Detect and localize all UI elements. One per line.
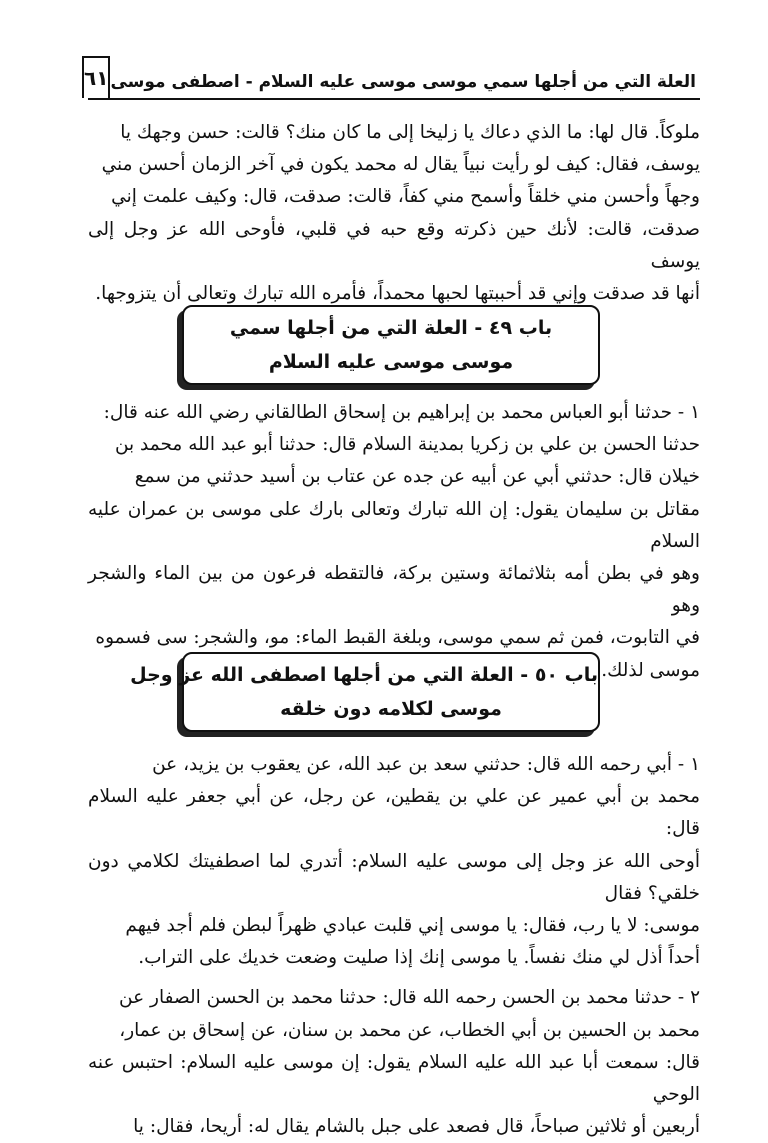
chapter-50-heading [130,652,600,732]
text-line: وهو في بطن أمه بثلاثمائة وستين بركة، فالتقطه فرعون من بين الماء والشجر وهو [88,563,700,617]
text-line: أربعين أو ثلاثين صباحاً، قال فصعد على جبل بالشام يقال له: أريحا، فقال: يا [133,1116,700,1138]
text-line: يوسف، فقال: كيف لو رأيت نبياً يقال له محمد يكون في آخر الزمان أحسن مني [101,154,700,176]
text-line: أنها قد صدقت وإني قد أحببتها لحبها محمداً، فأمره الله تبارك وتعالى أن يتزوجها. [95,283,700,305]
section-3-text [88,749,700,1143]
text-line: قال: سمعت أبا عبد الله عليه السلام يقول: إن موسى عليه السلام: احتبس عنه الوحي [88,1051,700,1106]
chapter-49-heading [182,305,600,385]
text-line: ١ - حدثنا أبو العباس محمد بن إبراهيم بن إسحاق الطالقاني رضي الله عنه قال: [103,402,700,423]
text-line: أحداً أذل لي منك نفساً. يا موسى إنك إذا صليت وضعت خديك على التراب. [138,947,700,969]
chapter-heading-line: باب ٤٩ - العلة التي من أجلها سمي [229,317,553,339]
text-line: ملوكاً. قال لها: ما الذي دعاك يا زليخا إلى ما كان منك؟ قالت: حسن وجهك يا [120,122,700,143]
text-line: ١ - أبي رحمه الله قال: حدثني سعد بن عبد الله، عن يعقوب بن يزيد، عن [152,754,700,775]
text-line: موسى لذلك. [601,659,700,681]
text-line: ٢ - حدثنا محمد بن الحسن رحمه الله قال: حدثنا محمد بن الحسن الصفار عن [119,987,700,1009]
text-line: في التابوت، فمن ثم سمي موسى، وبلغة القبط الماء: مو، والشجر: سى فسموه [95,627,700,649]
chapter-heading-line: موسى موسى عليه السلام [268,351,514,373]
text-line: حدثنا الحسن بن علي بن زكريا بمدينة السلام قال: حدثنا أبو عبد الله محمد بن [114,434,700,456]
section-1-text [88,117,700,310]
text-line: محمد بن أبي عمير عن علي بن يقطين، عن رجل، عن أبي جعفر عليه السلام قال: [88,786,700,840]
text-line: خيلان قال: حدثني أبي عن أبيه عن جده عن عتاب بن أسيد حدثني من سمع [134,466,700,488]
page-number: ٦١ [82,56,110,98]
text-line: مقاتل بن سليمان يقول: إن الله تبارك وتعالى بارك على موسى بن عمران عليه السلام [88,498,700,552]
running-header [84,56,700,100]
header-title: العلة التي من أجلها سمي موسى موسى عليه السلام - اصطفى موسى [110,72,696,92]
section-2-text [88,397,700,687]
text-line: محمد بن الحسين بن أبي الخطاب، عن محمد بن سنان، عن إسحاق بن عمار، [119,1019,700,1041]
chapter-heading-line: باب ٥٠ - العلة التي من أجلها اصطفى الله عز وجل [130,664,598,686]
text-line: أوحى الله عز وجل إلى موسى عليه السلام: أتدري لما اصطفيتك لكلامي دون خلقي؟ فقال [88,850,700,904]
chapter-heading-line: موسى لكلامه دون خلقه [280,698,502,720]
text-line: وجهاً وأحسن مني خلقاً وأسمح مني كفاً، قالت: صدقت، قال: وكيف علمت إني [111,186,700,208]
text-line: موسى: لا يا رب، فقال: يا موسى إني قلبت عبادي ظهراً لبطن فلم أجد فيهم [125,915,700,937]
text-line: صدقت، قالت: لأنك حين ذكرته وقع حبه في قلبي، فأوحى الله عز وجل إلى يوسف [88,218,700,272]
